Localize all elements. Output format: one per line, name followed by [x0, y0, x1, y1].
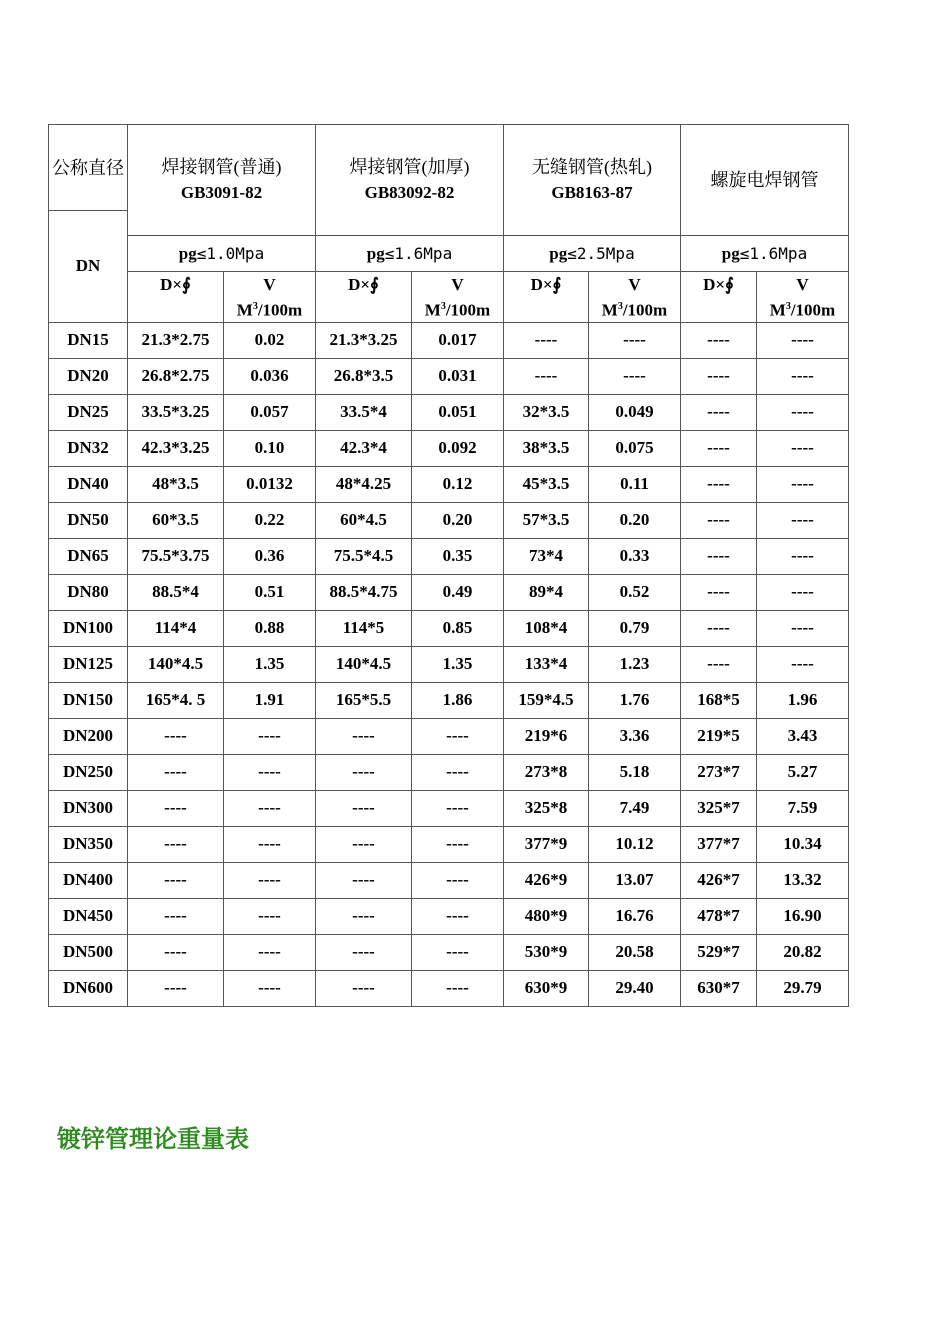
table-body — [49, 322, 849, 1006]
unit-exponent: 3 — [252, 301, 258, 312]
dimension-cell: ---- — [681, 610, 757, 646]
table-row — [49, 646, 849, 682]
dn-cell: DN350 — [49, 826, 128, 862]
unit-exponent: 3 — [785, 301, 791, 312]
dimension-cell: 32*3.5 — [504, 394, 589, 430]
volume-cell: 10.34 — [757, 826, 849, 862]
dimension-cell: 33.5*3.25 — [128, 394, 224, 430]
dn-cell: DN32 — [49, 430, 128, 466]
dn-cell: DN200 — [49, 718, 128, 754]
unit-base: M — [601, 300, 618, 320]
pressure-value: ≤1.6Mpa — [384, 243, 453, 263]
volume-cell: ---- — [412, 790, 504, 826]
volume-cell: ---- — [224, 718, 316, 754]
table-row — [49, 826, 849, 862]
volume-cell: 10.12 — [589, 826, 681, 862]
unit-exponent: 3 — [617, 301, 623, 312]
volume-cell: 1.91 — [224, 682, 316, 718]
volume-cell: 0.88 — [224, 610, 316, 646]
dimension-cell: 426*7 — [681, 862, 757, 898]
volume-cell: 0.20 — [412, 502, 504, 538]
volume-cell: ---- — [412, 754, 504, 790]
dn-cell: DN150 — [49, 682, 128, 718]
volume-cell: ---- — [224, 898, 316, 934]
dn-cell: DN65 — [49, 538, 128, 574]
volume-unit — [757, 296, 848, 322]
volume-cell: 0.22 — [224, 502, 316, 538]
table-row — [49, 358, 849, 394]
dimension-cell: 48*3.5 — [128, 466, 224, 502]
dn-cell: DN25 — [49, 394, 128, 430]
volume-cell: 13.07 — [589, 862, 681, 898]
volume-cell: 0.49 — [412, 574, 504, 610]
volume-cell: ---- — [412, 898, 504, 934]
dimension-cell: 60*3.5 — [128, 502, 224, 538]
dimension-cell: 57*3.5 — [504, 502, 589, 538]
table-row — [49, 862, 849, 898]
volume-cell: ---- — [757, 538, 849, 574]
dimension-cell: ---- — [316, 826, 412, 862]
dn-cell: DN40 — [49, 466, 128, 502]
dim-column-header: D×∮ — [681, 272, 757, 323]
volume-cell: ---- — [757, 574, 849, 610]
volume-cell: ---- — [757, 358, 849, 394]
volume-cell: 0.10 — [224, 430, 316, 466]
table-row — [49, 610, 849, 646]
dimension-cell: ---- — [504, 358, 589, 394]
dimension-cell: ---- — [504, 322, 589, 358]
volume-cell: ---- — [757, 430, 849, 466]
dimension-cell: 426*9 — [504, 862, 589, 898]
volume-cell: 0.036 — [224, 358, 316, 394]
volume-cell: ---- — [412, 826, 504, 862]
volume-cell: 20.58 — [589, 934, 681, 970]
pressure-prefix: pg — [178, 243, 197, 263]
dn-cell: DN80 — [49, 574, 128, 610]
volume-cell: 0.33 — [589, 538, 681, 574]
pressure-rating — [316, 236, 504, 272]
table-row — [49, 970, 849, 1006]
volume-cell: ---- — [757, 322, 849, 358]
pressure-prefix: pg — [366, 243, 385, 263]
table-row — [49, 502, 849, 538]
volume-cell: 3.43 — [757, 718, 849, 754]
dimension-cell: 108*4 — [504, 610, 589, 646]
unit-rest: /100m — [622, 300, 668, 320]
nominal-diameter-label: 公称直径 — [49, 125, 128, 211]
pressure-rating — [128, 236, 316, 272]
dimension-cell: 325*8 — [504, 790, 589, 826]
volume-cell: 0.049 — [589, 394, 681, 430]
group-name: 焊接钢管(普通) — [161, 157, 282, 177]
dn-cell: DN600 — [49, 970, 128, 1006]
volume-cell: ---- — [224, 826, 316, 862]
dimension-cell: ---- — [128, 898, 224, 934]
dimension-cell: 273*7 — [681, 754, 757, 790]
volume-cell: 1.35 — [224, 646, 316, 682]
dimension-cell: 165*4. 5 — [128, 682, 224, 718]
dimension-cell: ---- — [316, 790, 412, 826]
volume-cell: 0.52 — [589, 574, 681, 610]
volume-cell: 29.40 — [589, 970, 681, 1006]
dimension-cell: ---- — [681, 466, 757, 502]
dimension-cell: 168*5 — [681, 682, 757, 718]
dimension-cell: 38*3.5 — [504, 430, 589, 466]
dimension-cell: ---- — [316, 898, 412, 934]
volume-unit — [412, 296, 503, 322]
volume-cell: 1.23 — [589, 646, 681, 682]
pressure-value: ≤1.6Mpa — [739, 243, 808, 263]
volume-cell: 1.35 — [412, 646, 504, 682]
volume-unit — [589, 296, 680, 322]
dn-cell: DN125 — [49, 646, 128, 682]
dimension-cell: 478*7 — [681, 898, 757, 934]
dimension-cell: ---- — [681, 538, 757, 574]
dimension-cell: 273*8 — [504, 754, 589, 790]
volume-cell: 0.075 — [589, 430, 681, 466]
volume-cell: 1.96 — [757, 682, 849, 718]
group-standard: GB3091-82 — [180, 183, 263, 202]
dimension-cell: ---- — [681, 574, 757, 610]
table-header — [49, 125, 849, 323]
volume-symbol: V — [263, 275, 276, 294]
group-header-seamless — [504, 125, 681, 236]
dimension-cell: 133*4 — [504, 646, 589, 682]
volume-unit — [224, 296, 315, 322]
group-header-spiral — [681, 125, 849, 236]
group-standard: GB83092-82 — [364, 183, 455, 202]
dimension-cell: 377*7 — [681, 826, 757, 862]
volume-cell: ---- — [224, 862, 316, 898]
table-row — [49, 718, 849, 754]
table-row — [49, 466, 849, 502]
volume-cell: ---- — [412, 934, 504, 970]
table-row — [49, 754, 849, 790]
dimension-cell: 140*4.5 — [316, 646, 412, 682]
volume-cell: ---- — [757, 646, 849, 682]
pressure-rating — [681, 236, 849, 272]
volume-cell: 1.86 — [412, 682, 504, 718]
dimension-cell: 114*5 — [316, 610, 412, 646]
volume-cell: 7.59 — [757, 790, 849, 826]
unit-exponent: 3 — [440, 301, 446, 312]
volume-cell: 0.051 — [412, 394, 504, 430]
volume-cell: 0.11 — [589, 466, 681, 502]
dn-cell: DN50 — [49, 502, 128, 538]
volume-cell: 5.18 — [589, 754, 681, 790]
volume-cell: 1.76 — [589, 682, 681, 718]
dimension-cell: 114*4 — [128, 610, 224, 646]
dimension-cell: ---- — [316, 862, 412, 898]
pressure-value: ≤1.0Mpa — [196, 243, 265, 263]
dimension-cell: 165*5.5 — [316, 682, 412, 718]
dimension-cell: ---- — [316, 754, 412, 790]
volume-cell: 16.90 — [757, 898, 849, 934]
unit-base: M — [424, 300, 441, 320]
table-row — [49, 574, 849, 610]
dimension-cell: 529*7 — [681, 934, 757, 970]
dn-cell: DN15 — [49, 322, 128, 358]
volume-cell: ---- — [757, 502, 849, 538]
volume-cell: 0.092 — [412, 430, 504, 466]
volume-column-header — [412, 272, 504, 323]
volume-cell: 0.36 — [224, 538, 316, 574]
pressure-value: ≤2.5Mpa — [567, 243, 635, 263]
volume-cell: 13.32 — [757, 862, 849, 898]
group-standard: GB8163-87 — [551, 183, 633, 202]
group-name: 无缝钢管(热轧) — [532, 157, 652, 177]
table-row — [49, 322, 849, 358]
dimension-cell: ---- — [681, 430, 757, 466]
dimension-cell: ---- — [128, 826, 224, 862]
dimension-cell: ---- — [128, 862, 224, 898]
pipe-spec-table — [48, 124, 849, 1007]
volume-cell: 0.79 — [589, 610, 681, 646]
dimension-cell: 140*4.5 — [128, 646, 224, 682]
dimension-cell: 21.3*3.25 — [316, 322, 412, 358]
volume-cell: ---- — [224, 754, 316, 790]
dimension-cell: 325*7 — [681, 790, 757, 826]
volume-cell: 20.82 — [757, 934, 849, 970]
dimension-cell: ---- — [681, 646, 757, 682]
dim-column-header: D×∮ — [504, 272, 589, 323]
dimension-cell: ---- — [316, 934, 412, 970]
table-row — [49, 898, 849, 934]
volume-cell: 7.49 — [589, 790, 681, 826]
dim-column-header: D×∮ — [128, 272, 224, 323]
volume-cell: ---- — [589, 358, 681, 394]
dimension-cell: 48*4.25 — [316, 466, 412, 502]
volume-cell: 29.79 — [757, 970, 849, 1006]
dn-cell: DN20 — [49, 358, 128, 394]
dimension-cell: 26.8*3.5 — [316, 358, 412, 394]
dimension-cell: 88.5*4.75 — [316, 574, 412, 610]
dimension-cell: 75.5*4.5 — [316, 538, 412, 574]
unit-base: M — [236, 300, 253, 320]
volume-symbol: V — [451, 275, 464, 294]
volume-cell: 0.12 — [412, 466, 504, 502]
dimension-cell: 480*9 — [504, 898, 589, 934]
dn-cell: DN500 — [49, 934, 128, 970]
dimension-cell: ---- — [316, 718, 412, 754]
dimension-cell: 42.3*4 — [316, 430, 412, 466]
volume-column-header — [757, 272, 849, 323]
volume-cell: 0.20 — [589, 502, 681, 538]
volume-cell: 3.36 — [589, 718, 681, 754]
volume-column-header — [224, 272, 316, 323]
volume-cell: 0.057 — [224, 394, 316, 430]
dimension-cell: 89*4 — [504, 574, 589, 610]
dimension-cell: 26.8*2.75 — [128, 358, 224, 394]
volume-cell: ---- — [757, 394, 849, 430]
volume-cell: 0.0132 — [224, 466, 316, 502]
volume-cell: ---- — [412, 718, 504, 754]
group-header-welded-thick — [316, 125, 504, 236]
volume-cell: ---- — [412, 862, 504, 898]
dimension-cell: ---- — [128, 970, 224, 1006]
table-row — [49, 538, 849, 574]
dimension-cell: ---- — [316, 970, 412, 1006]
dimension-cell: 377*9 — [504, 826, 589, 862]
volume-column-header — [589, 272, 681, 323]
unit-rest: /100m — [445, 300, 491, 320]
volume-symbol: V — [796, 275, 809, 294]
dn-cell: DN450 — [49, 898, 128, 934]
dimension-cell: 73*4 — [504, 538, 589, 574]
volume-cell: 0.02 — [224, 322, 316, 358]
dimension-cell: 630*9 — [504, 970, 589, 1006]
dimension-cell: 159*4.5 — [504, 682, 589, 718]
dimension-cell: ---- — [681, 358, 757, 394]
table-row — [49, 394, 849, 430]
unit-rest: /100m — [790, 300, 836, 320]
dimension-cell: 33.5*4 — [316, 394, 412, 430]
volume-cell: 0.017 — [412, 322, 504, 358]
volume-cell: ---- — [589, 322, 681, 358]
table-row — [49, 934, 849, 970]
dn-label: DN — [49, 211, 128, 323]
volume-cell: 0.85 — [412, 610, 504, 646]
table-row — [49, 430, 849, 466]
volume-symbol: V — [628, 275, 641, 294]
group-name: 焊接钢管(加厚) — [349, 157, 470, 177]
table-row — [49, 790, 849, 826]
volume-cell: 5.27 — [757, 754, 849, 790]
unit-rest: /100m — [257, 300, 303, 320]
dimension-cell: 219*5 — [681, 718, 757, 754]
pressure-rating — [504, 236, 681, 272]
unit-base: M — [769, 300, 786, 320]
dimension-cell: 530*9 — [504, 934, 589, 970]
dimension-cell: ---- — [128, 754, 224, 790]
dn-cell: DN100 — [49, 610, 128, 646]
volume-cell: ---- — [412, 970, 504, 1006]
dimension-cell: 42.3*3.25 — [128, 430, 224, 466]
dimension-cell: ---- — [681, 322, 757, 358]
dimension-cell: ---- — [681, 394, 757, 430]
volume-cell: ---- — [224, 934, 316, 970]
dimension-cell: 45*3.5 — [504, 466, 589, 502]
section-caption: 镀锌管理论重量表 — [57, 1125, 249, 1153]
dn-cell: DN300 — [49, 790, 128, 826]
table-row — [49, 682, 849, 718]
volume-cell: ---- — [757, 610, 849, 646]
dn-cell: DN250 — [49, 754, 128, 790]
pressure-prefix: pg — [549, 243, 568, 263]
dimension-cell: 219*6 — [504, 718, 589, 754]
dimension-cell: 21.3*2.75 — [128, 322, 224, 358]
dn-cell: DN400 — [49, 862, 128, 898]
dimension-cell: 75.5*3.75 — [128, 538, 224, 574]
volume-cell: 0.35 — [412, 538, 504, 574]
dimension-cell: ---- — [681, 502, 757, 538]
dimension-cell: ---- — [128, 790, 224, 826]
volume-cell: 0.031 — [412, 358, 504, 394]
pressure-prefix: pg — [721, 243, 740, 263]
dimension-cell: ---- — [128, 718, 224, 754]
volume-cell: ---- — [224, 790, 316, 826]
volume-cell: ---- — [757, 466, 849, 502]
dimension-cell: 88.5*4 — [128, 574, 224, 610]
volume-cell: ---- — [224, 970, 316, 1006]
dimension-cell: 630*7 — [681, 970, 757, 1006]
dim-column-header: D×∮ — [316, 272, 412, 323]
dimension-cell: 60*4.5 — [316, 502, 412, 538]
group-header-welded-normal — [128, 125, 316, 236]
group-name: 螺旋电焊钢管 — [710, 170, 819, 190]
volume-cell: 16.76 — [589, 898, 681, 934]
volume-cell: 0.51 — [224, 574, 316, 610]
sub-header-row — [49, 272, 849, 323]
dimension-cell: ---- — [128, 934, 224, 970]
